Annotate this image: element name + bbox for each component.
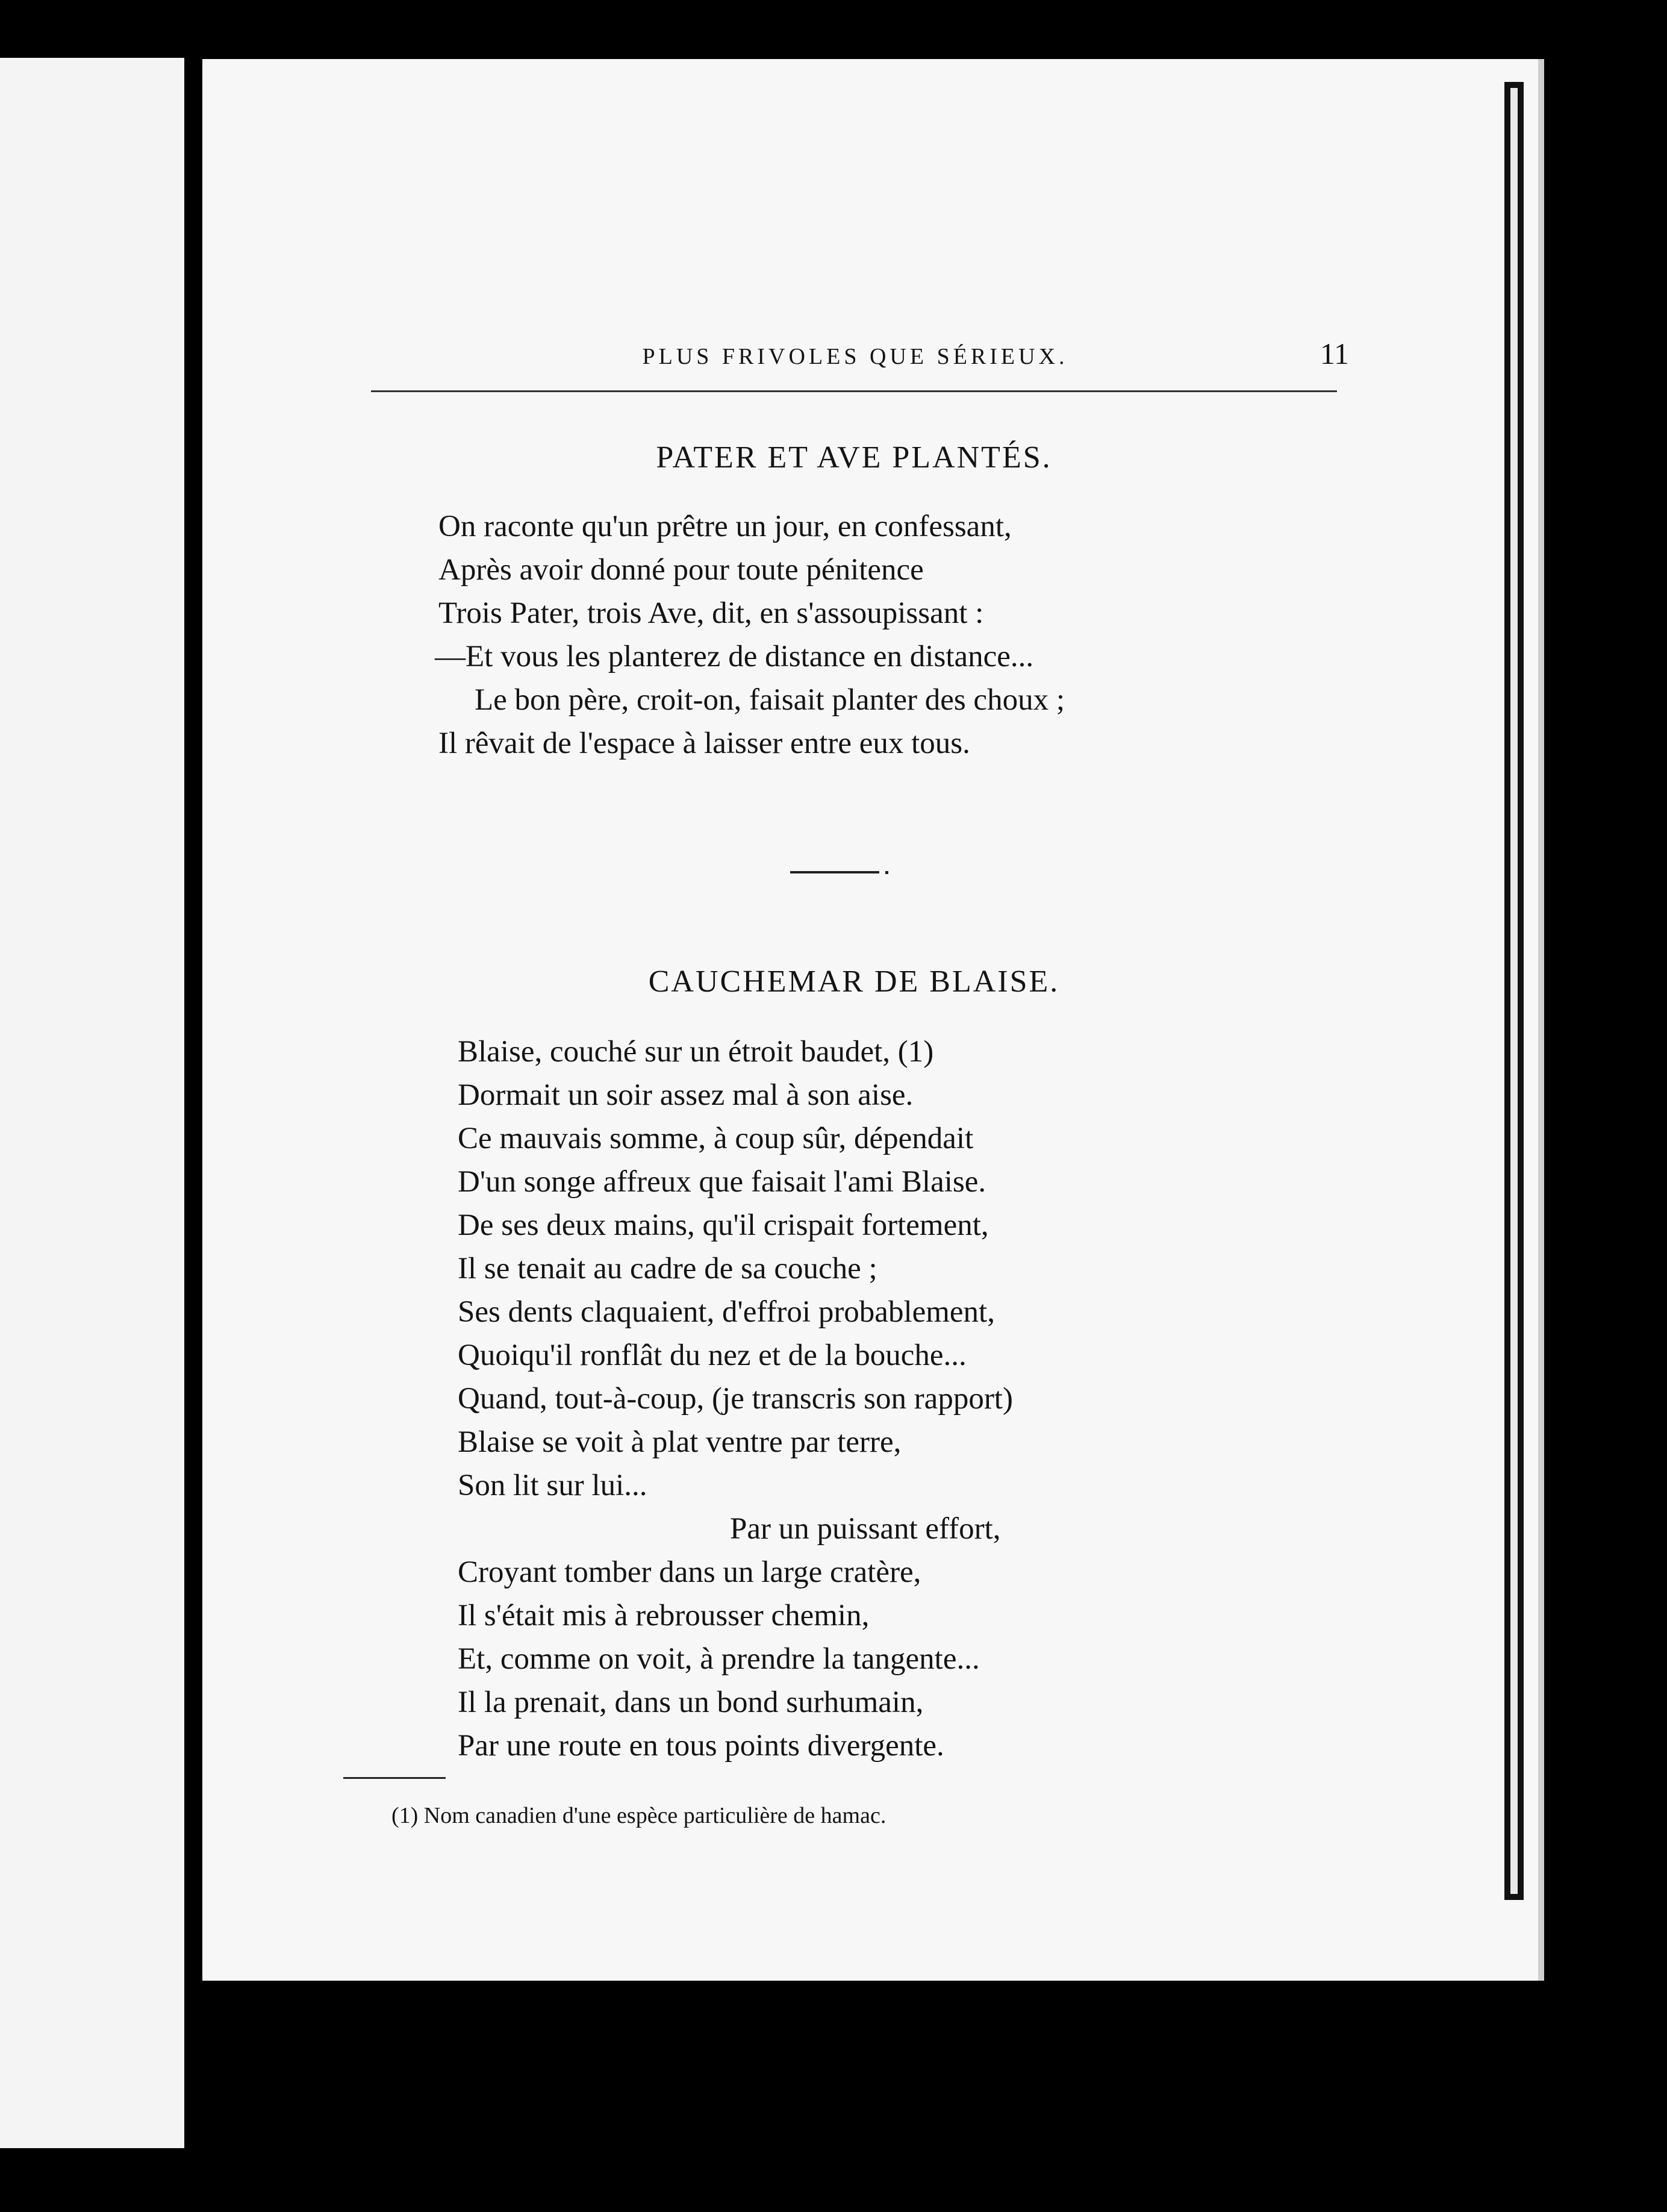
poem-line: Ses dents claquaient, d'effroi probablement, (458, 1295, 995, 1329)
poem-line: Ce mauvais somme, à coup sûr, dépendait (458, 1122, 974, 1155)
running-head: PLUS FRIVOLES QUE SÉRIEUX. (642, 344, 1068, 369)
poem-line: On raconte qu'un prêtre un jour, en confessant, (438, 510, 1012, 543)
left-page-edge (0, 58, 184, 2148)
poem-line: D'un songe affreux que faisait l'ami Blaise. (458, 1165, 986, 1199)
poem-line: Il se tenait au cadre de sa couche ; (458, 1252, 877, 1286)
poem-line: Quoiqu'il ronflât du nez et de la bouche... (458, 1339, 967, 1372)
page-edge-inner (1510, 88, 1518, 1894)
poem-line: Trois Pater, trois Ave, dit, en s'assoupissant : (438, 596, 984, 630)
footnote: (1) Nom canadien d'une espèce particulière de hamac. (391, 1803, 886, 1828)
header-rule (371, 390, 1337, 392)
poem-line: Blaise, couché sur un étroit baudet, (1) (458, 1035, 934, 1069)
poem-line: Par une route en tous points divergente. (458, 1729, 944, 1763)
poem-line: Quand, tout-à-coup, (je transcris son rapport) (458, 1382, 1013, 1416)
poem-line: Il rêvait de l'espace à laisser entre eux tous. (438, 726, 970, 760)
footnote-rule (343, 1777, 446, 1779)
poem-pater-et-ave (435, 505, 1065, 765)
poem-line: De ses deux mains, qu'il crispait fortement, (458, 1208, 989, 1242)
poem-line: Après avoir donné pour toute pénitence (438, 553, 924, 587)
poem-line: Le bon père, croit-on, faisait planter des choux ; (475, 683, 1065, 717)
poem-line: Croyant tomber dans un large cratère, (458, 1555, 921, 1589)
poem-line: Dormait un soir assez mal à son aise. (458, 1078, 914, 1112)
poem-title-cauchemar-de-blaise: CAUCHEMAR DE BLAISE. (648, 964, 1060, 999)
poem-line: Son lit sur lui... (458, 1469, 647, 1502)
poem-line: —Et vous les planterez de distance en distance... (435, 640, 1034, 673)
section-separator-dot (885, 871, 888, 874)
poem-line: Par un puissant effort, (730, 1512, 1001, 1546)
section-separator (790, 871, 879, 873)
page-number: 11 (1320, 337, 1349, 370)
poem-cauchemar-de-blaise (458, 1030, 1013, 1767)
poem-line: Et, comme on voit, à prendre la tangente... (458, 1642, 980, 1676)
poem-line: Il s'était mis à rebrousser chemin, (458, 1599, 870, 1632)
poem-line: Il la prenait, dans un bond surhumain, (458, 1686, 924, 1719)
poem-line: Blaise se voit à plat ventre par terre, (458, 1425, 902, 1459)
poem-title-pater-et-ave: PATER ET AVE PLANTÉS. (656, 440, 1052, 475)
